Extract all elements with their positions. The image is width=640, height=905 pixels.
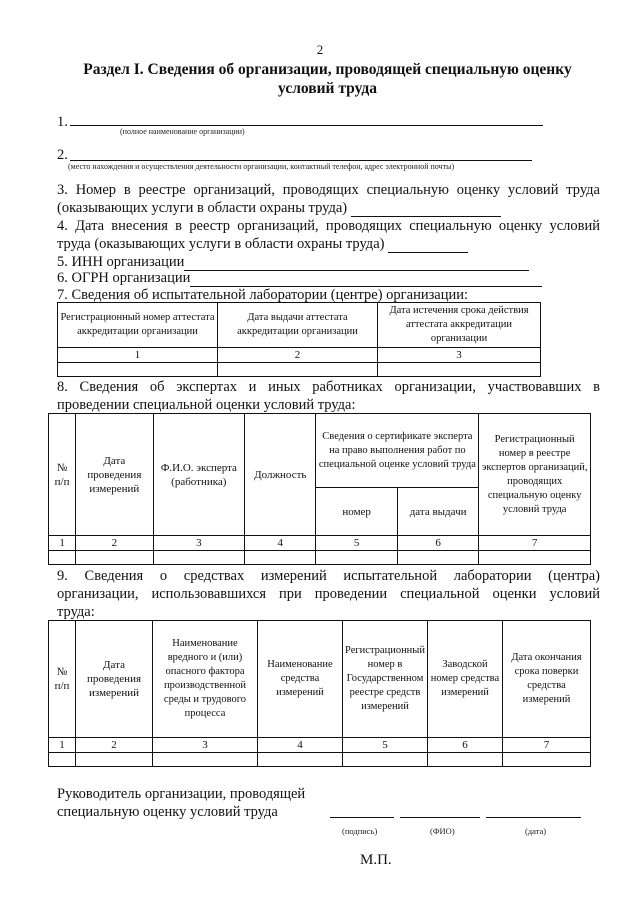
t8-num-7: 7: [479, 536, 591, 551]
item9-line3: труда:: [57, 604, 95, 620]
t9-h-factor: Наименование вредного и (или) опасного фактора производственной среды и трудового процесса: [153, 621, 258, 738]
t8-num-3: 3: [153, 536, 245, 551]
signature-fio-line: [400, 817, 480, 818]
t7-num-3: 3: [378, 348, 541, 363]
signature-sign-line: [330, 817, 394, 818]
t8-num-2: 2: [76, 536, 153, 551]
t7-num-2: 2: [218, 348, 378, 363]
t9-empty-cell: [49, 753, 76, 767]
signature-line2: специальную оценку условий труда: [57, 804, 278, 820]
item1-caption: (полное наименование организации): [120, 127, 245, 136]
item3-line2-text: (оказывающих услуги в области охраны труда): [57, 200, 348, 216]
t9-empty-cell: [76, 753, 153, 767]
t8-h-cert-number: номер: [316, 488, 397, 536]
t8-num-4: 4: [245, 536, 316, 551]
t9-num-1: 1: [49, 738, 76, 753]
t8-h-fio: Ф.И.О. эксперта (работника): [153, 414, 245, 536]
table9: [48, 620, 591, 767]
t7-empty-cell: [218, 363, 378, 377]
item4-line2-text: труда (оказывающих услуги в области охраны труда): [57, 236, 385, 252]
item8-line1: 8. Сведения об экспертах и иных работниках организации, участвовавших в: [57, 379, 600, 395]
item3-blank: [351, 203, 501, 217]
t8-h-position: Должность: [245, 414, 316, 536]
t8-h-reg: Регистрационный номер в реестре экспертов организаций, проводящих специальную оценку условий труда: [479, 414, 591, 536]
item9-line1: 9. Сведения о средствах измерений испытательной лаборатории (центра): [57, 568, 600, 584]
t9-num-6: 6: [427, 738, 502, 753]
t8-empty-cell: [245, 551, 316, 565]
t8-num-1: 1: [49, 536, 76, 551]
t7-header-1: Регистрационный номер аттестата аккредитации организации: [58, 303, 218, 348]
section-title: Раздел I. Сведения об организации, проводящей специальную оценку условий труда: [83, 61, 572, 97]
t9-num-3: 3: [153, 738, 258, 753]
signature-caption-fio: (ФИО): [430, 826, 455, 836]
t8-num-5: 5: [316, 536, 397, 551]
t8-h-date: Дата проведения измерений: [76, 414, 153, 536]
t8-empty-cell: [76, 551, 153, 565]
t9-empty-cell: [427, 753, 502, 767]
item4-blank: [388, 239, 468, 253]
t8-empty-cell: [397, 551, 478, 565]
item2-caption: (место нахождения и осуществления деятельности организации, контактный телефон, адрес электронной почты): [68, 162, 455, 171]
item3-line2: [57, 199, 501, 217]
item1-number: 1.: [57, 114, 68, 130]
t9-empty-cell: [258, 753, 343, 767]
item9-line2: организации, использовавшихся при проведении специальной оценки условий: [57, 586, 600, 602]
item3-line1: 3. Номер в реестре организаций, проводящих специальную оценку условий труда: [57, 182, 600, 198]
item4-line1: 4. Дата внесения в реестр организаций, проводящих специальную оценку условий: [57, 218, 600, 234]
t8-h-cert: Сведения о сертификате эксперта на право выполнения работ по специальной оценке условий труда: [316, 414, 479, 488]
item5-text: 5. ИНН организации: [57, 254, 185, 270]
table7: [57, 302, 541, 377]
t8-empty-cell: [479, 551, 591, 565]
t9-num-5: 5: [343, 738, 428, 753]
t8-h-num: № п/п: [49, 414, 76, 536]
t7-empty-cell: [378, 363, 541, 377]
t7-header-2: Дата выдачи аттестата аккредитации организации: [218, 303, 378, 348]
t8-empty-cell: [153, 551, 245, 565]
t9-num-2: 2: [76, 738, 153, 753]
t7-empty-cell: [58, 363, 218, 377]
item8-line2: проведении специальной оценки условий труда:: [57, 397, 356, 413]
t9-h-date: Дата проведения измерений: [76, 621, 153, 738]
t9-num-7: 7: [502, 738, 590, 753]
t7-header-3: Дата истечения срока действия аттестата аккредитации организации: [378, 303, 541, 348]
stamp-label: М.П.: [360, 852, 392, 868]
t8-h-cert-date: дата выдачи: [397, 488, 478, 536]
t9-h-verify-date: Дата окончания срока поверки средства измерений: [502, 621, 590, 738]
t9-num-4: 4: [258, 738, 343, 753]
t7-num-1: 1: [58, 348, 218, 363]
page-number: 2: [316, 42, 324, 57]
item6: [57, 269, 542, 287]
t9-empty-cell: [343, 753, 428, 767]
t8-empty-cell: [49, 551, 76, 565]
t9-h-registry: Регистрационный номер в Государственном реестре средств измерений: [343, 621, 428, 738]
item6-blank: [190, 273, 542, 287]
signature-line1: Руководитель организации, проводящей: [57, 786, 306, 802]
t9-empty-cell: [153, 753, 258, 767]
t8-empty-cell: [316, 551, 397, 565]
t9-h-num: № п/п: [49, 621, 76, 738]
table8: [48, 413, 591, 565]
signature-caption-date: (дата): [525, 826, 547, 836]
t8-num-6: 6: [397, 536, 478, 551]
t9-h-serial: Заводской номер средства измерений: [427, 621, 502, 738]
signature-caption-sign: (подпись): [342, 826, 378, 836]
signature-date-line: [486, 817, 581, 818]
item4-line2: [57, 235, 468, 253]
item2-line: [70, 160, 532, 161]
item2-number: 2.: [57, 147, 68, 163]
item1-line: [70, 125, 543, 126]
t9-h-instrument: Наименование средства измерений: [258, 621, 343, 738]
item7: 7. Сведения об испытательной лаборатории (центре) организации:: [57, 287, 469, 303]
item6-text: 6. ОГРН организации: [57, 270, 191, 286]
t9-empty-cell: [502, 753, 590, 767]
